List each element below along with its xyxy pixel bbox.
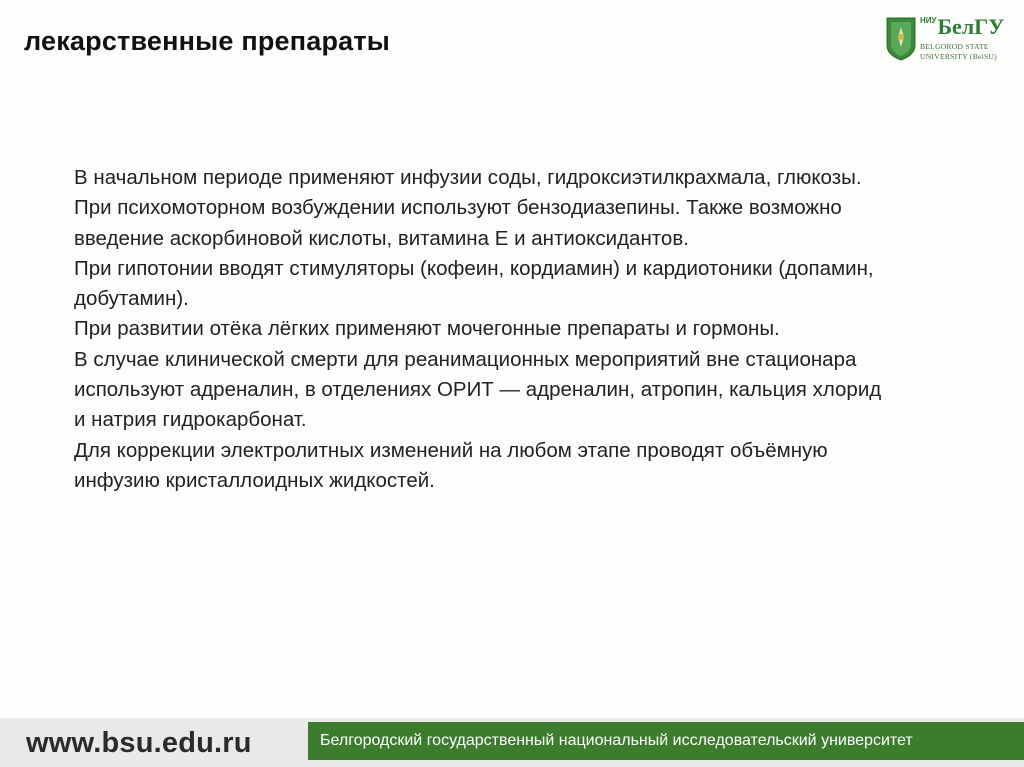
- paragraph: В начальном периоде применяют инфузии соды, гидроксиэтилкрахмала, глюкозы. При психомоторном возбуждении используют бензодиазепины. Также возможно введение аскорбиновой кислоты, витамина Е и антиоксидантов.: [74, 166, 862, 250]
- footer-url: www.bsu.edu.ru: [26, 727, 252, 759]
- logo-line-2: UNIVERSITY (BelSU): [920, 52, 997, 61]
- logo-bel: Бел: [937, 14, 975, 39]
- footer-university-name: Белгородский государственный национальный исследовательский университет: [320, 732, 913, 749]
- footer-university-bar: [308, 722, 1024, 760]
- paragraph: При развитии отёка лёгких применяют мочегонные препараты и гормоны.: [74, 317, 780, 341]
- paragraph: В случае клинической смерти для реанимационных мероприятий вне стационара используют адреналин, в отделениях ОРИТ — адреналин, атропин, кальция хлорид и натрия гидрокарбонат.: [74, 347, 882, 432]
- logo-niu: НИУ: [920, 16, 937, 25]
- slide-body: [74, 163, 894, 496]
- paragraph: Для коррекции электролитных изменений на любом этапе проводят объёмную инфузию кристаллоидных жидкостей.: [74, 438, 828, 492]
- university-logo: [886, 15, 1006, 65]
- slide-title: лекарственные препараты: [24, 26, 391, 56]
- logo-gu: ГУ: [974, 14, 1005, 39]
- footer: [0, 718, 1024, 767]
- logo-wordmark: [920, 15, 1004, 41]
- shield-emblem-icon: [886, 17, 916, 61]
- logo-line-1: BELGOROD STATE: [920, 42, 989, 51]
- paragraph: При гипотонии вводят стимуляторы (кофеин, кордиамин) и кардиотоники (допамин, добутамин).: [74, 256, 874, 311]
